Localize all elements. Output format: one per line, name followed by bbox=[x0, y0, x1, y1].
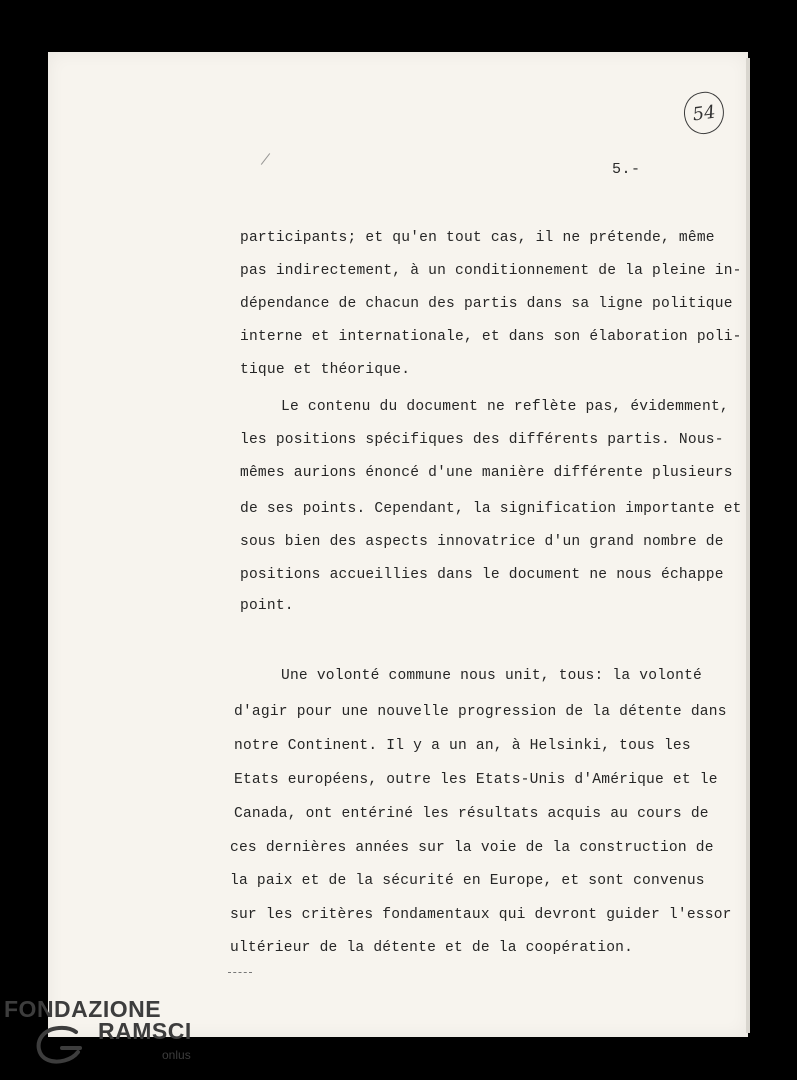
text-line: sous bien des aspects innovatrice d'un grand nombre de bbox=[240, 534, 724, 550]
text-line: notre Continent. Il y a un an, à Helsinki, tous les bbox=[234, 738, 691, 754]
text-line: sur les critères fondamentaux qui devront guider l'essor bbox=[230, 907, 732, 923]
document-page bbox=[48, 52, 748, 1037]
page-number: 5.- bbox=[612, 161, 641, 178]
text-line: Canada, ont entériné les résultats acquis au cours de bbox=[234, 806, 709, 822]
watermark-logo-icon bbox=[32, 1024, 88, 1064]
text-line: participants; et qu'en tout cas, il ne prétende, même bbox=[240, 230, 715, 246]
text-line: point. bbox=[240, 598, 294, 614]
text-line: mêmes aurions énoncé d'une manière différente plusieurs bbox=[240, 465, 733, 481]
trailing-dash-mark bbox=[228, 972, 252, 974]
text-line: de ses points. Cependant, la signification importante et bbox=[240, 501, 742, 517]
text-line: d'agir pour une nouvelle progression de la détente dans bbox=[234, 704, 727, 720]
text-line: positions accueillies dans le document ne nous échappe bbox=[240, 567, 724, 583]
text-line: tique et théorique. bbox=[240, 362, 411, 378]
stray-pen-mark bbox=[261, 153, 270, 165]
archive-number-circle: 54 bbox=[681, 89, 726, 136]
text-line: pas indirectement, à un conditionnement de la pleine in- bbox=[240, 263, 742, 279]
watermark-subtitle: RAMSCI bbox=[98, 1018, 192, 1044]
text-line: dépendance de chacun des partis dans sa ligne politique bbox=[240, 296, 733, 312]
fondazione-watermark bbox=[0, 996, 205, 1066]
paper-edge bbox=[746, 58, 750, 1033]
text-line: interne et internationale, et dans son élaboration poli- bbox=[240, 329, 742, 345]
text-line: Le contenu du document ne reflète pas, évidemment, bbox=[281, 399, 729, 415]
text-line: ultérieur de la détente et de la coopération. bbox=[230, 940, 634, 956]
text-line: Etats européens, outre les Etats-Unis d'Amérique et le bbox=[234, 772, 718, 788]
watermark-title: FONDAZIONE bbox=[4, 996, 162, 1022]
watermark-suffix: onlus bbox=[162, 1048, 191, 1062]
text-line: ces dernières années sur la voie de la construction de bbox=[230, 840, 714, 856]
text-line: les positions spécifiques des différents partis. Nous- bbox=[240, 432, 724, 448]
text-line: Une volonté commune nous unit, tous: la volonté bbox=[281, 668, 703, 684]
text-line: la paix et de la sécurité en Europe, et sont convenus bbox=[230, 873, 705, 889]
